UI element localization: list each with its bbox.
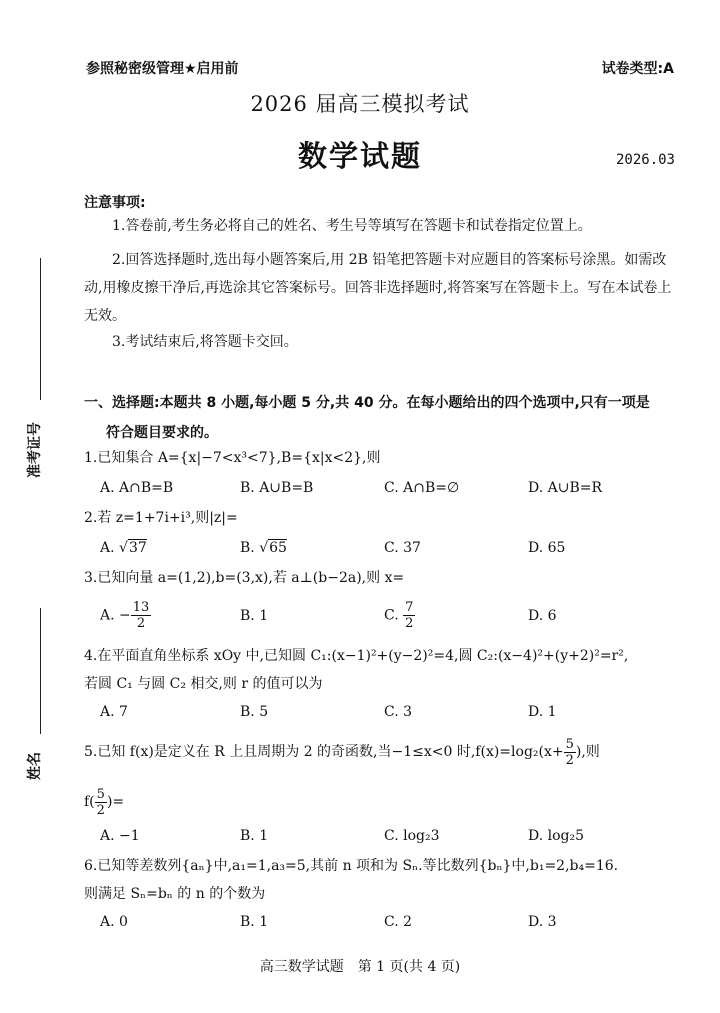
sqrt-symbol: √ bbox=[119, 540, 128, 556]
q1-number: 1.已知集合 bbox=[84, 450, 158, 466]
question-6-stem-line2: 则满足 Sₙ=bₙ 的 n 的个数为 bbox=[84, 886, 266, 902]
q5-option-b[interactable]: B. 1 bbox=[240, 828, 269, 844]
q3-option-a[interactable]: A. − $\frac{13}{2}$ bbox=[100, 600, 150, 631]
notice-item-3: 3.考试结束后,将答题卡交回。 bbox=[112, 334, 298, 350]
q4-option-a[interactable]: A. 7 bbox=[100, 704, 128, 720]
question-1-stem bbox=[84, 448, 688, 468]
question-2-options bbox=[100, 540, 690, 560]
q5-option-c[interactable]: C. log₂3 bbox=[384, 828, 440, 844]
question-4-options bbox=[100, 704, 690, 724]
q1-option-a[interactable]: A. A∩B=B bbox=[100, 480, 174, 496]
q2-option-c[interactable]: C. 37 bbox=[384, 540, 421, 556]
exam-title: 2026 届高三模拟考试 bbox=[250, 92, 470, 116]
ticket-number-label: 准考证号 bbox=[27, 422, 43, 478]
sqrt-symbol: √ bbox=[259, 540, 269, 556]
question-3-stem: 3.已知向量 a=(1,2),b=(3,x),若 a⊥(b−2a),则 x= bbox=[84, 570, 405, 586]
section-heading bbox=[84, 388, 688, 448]
notice-item-1: 1.答卷前,考生务必将自己的姓名、考生号等填写在答题卡和试卷指定位置上。 bbox=[112, 218, 592, 234]
secret-level-label: 参照秘密级管理★启用前 bbox=[86, 61, 239, 77]
name-line bbox=[40, 608, 41, 734]
q1-option-d[interactable]: D. A∪B=R bbox=[528, 480, 603, 496]
q4-option-d[interactable]: D. 1 bbox=[528, 704, 557, 720]
section-heading-line1: 一、选择题:本题共 8 小题,每小题 5 分,共 40 分。在每小题给出的四个选项中,只有一项是 bbox=[84, 395, 650, 411]
exam-date: 2026.03 bbox=[615, 152, 675, 168]
question-2-stem: 2.若 z=1+7i+i³,则|z|= bbox=[84, 510, 238, 526]
name-label: 姓名 bbox=[27, 752, 43, 780]
q2-option-a[interactable]: A. √37 bbox=[100, 540, 147, 556]
question-5-options bbox=[100, 828, 690, 848]
q1-text: A={x|−7<x³<7},B={x|x<2},则 bbox=[157, 450, 381, 466]
section-heading-line2: 符合题目要求的。 bbox=[106, 425, 218, 441]
q4-option-c[interactable]: C. 3 bbox=[384, 704, 413, 720]
q3-option-b[interactable]: B. 1 bbox=[240, 608, 269, 624]
q6-option-c[interactable]: C. 2 bbox=[384, 914, 413, 930]
q6-option-a[interactable]: A. 0 bbox=[100, 914, 128, 930]
q2-option-d[interactable]: D. 65 bbox=[528, 540, 566, 556]
q6-option-b[interactable]: B. 1 bbox=[240, 914, 269, 930]
q5-option-a[interactable]: A. −1 bbox=[100, 828, 140, 844]
notice-item-2: 2.回答选择题时,选出每小题答案后,用 2B 铅笔把答题卡对应题目的答案标号涂黑。如需改动,用橡皮擦干净后,再选涂其它答案标号。回答非选择题时,将答案写在答题卡上。写在本试卷上无效。 bbox=[84, 252, 672, 324]
question-3-options bbox=[100, 600, 690, 636]
page-footer: 高三数学试题 第 1 页(共 4 页) bbox=[259, 959, 461, 975]
q4-option-b[interactable]: B. 5 bbox=[240, 704, 269, 720]
q3-option-c[interactable]: C. $\frac{7}{2}$ bbox=[384, 600, 414, 631]
question-5-stem-line1: 5.已知 f(x)是定义在 R 上且周期为 2 的奇函数,当−1≤x<0 时,f(x)=log₂(x+ $\frac{5}{2}$ ),则 bbox=[84, 736, 600, 768]
question-4-stem-line1: 4.在平面直角坐标系 xOy 中,已知圆 C₁:(x−1)²+(y−2)²=4,圆 C₂:(x−4)²+(y+2)²=r², bbox=[84, 648, 629, 664]
question-6-options bbox=[100, 914, 690, 934]
q3-option-d[interactable]: D. 6 bbox=[528, 608, 557, 624]
q5-option-d[interactable]: D. log₂5 bbox=[528, 828, 585, 844]
question-6-stem-line1: 6.已知等差数列{aₙ}中,a₁=1,a₃=5,其前 n 项和为 Sₙ.等比数列{bₙ}中,b₁=2,b₄=16. bbox=[84, 858, 619, 874]
paper-type-label: 试卷类型:A bbox=[601, 61, 674, 77]
q2-option-b[interactable]: B. √65 bbox=[240, 540, 287, 556]
ticket-number-line bbox=[40, 258, 41, 400]
subject-title: 数学试题 bbox=[297, 139, 422, 173]
q6-option-d[interactable]: D. 3 bbox=[528, 914, 557, 930]
q1-option-b[interactable]: B. A∪B=B bbox=[240, 480, 314, 496]
question-4-stem-line2: 若圆 C₁ 与圆 C₂ 相交,则 r 的值可以为 bbox=[84, 676, 323, 692]
question-5-stem-line2: f( $\frac{5}{2}$ )= bbox=[84, 786, 125, 818]
question-1-options bbox=[100, 480, 690, 500]
notice-heading: 注意事项: bbox=[84, 195, 146, 211]
q1-option-c[interactable]: C. A∩B=∅ bbox=[384, 480, 460, 496]
